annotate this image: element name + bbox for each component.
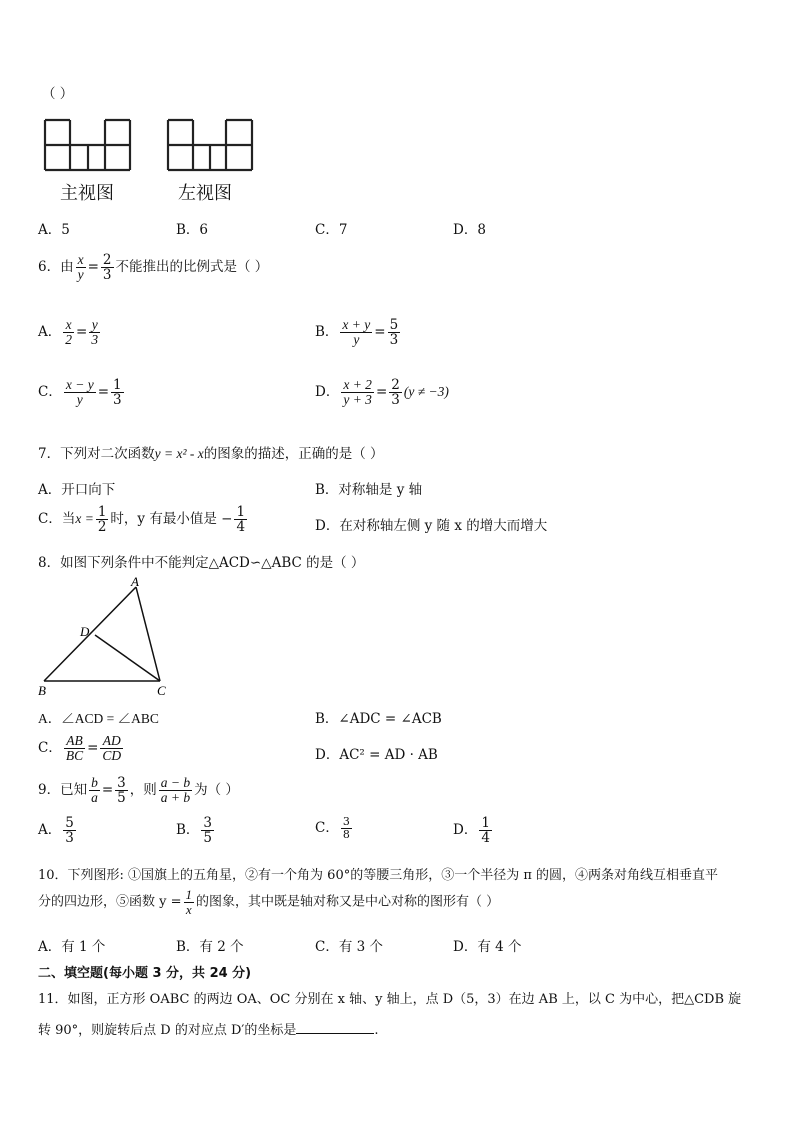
point-label-a: A bbox=[131, 575, 139, 589]
q11-line2: 转 90°，则旋转后点 D 的对应点 D′的坐标是 . bbox=[38, 1019, 379, 1038]
q7-stem: 7．下列对二次函数y = x² - x的图象的描述，正确的是（ ） bbox=[38, 446, 384, 462]
question-answer-paren: （ ） bbox=[42, 86, 74, 102]
point-label-c: C bbox=[157, 683, 166, 698]
q9-stem: 9．已知 $\frac{b}{a}$ = $\frac{3}{5}$ ，则 $\frac{a - b}{a + b}$ 为（ ） bbox=[38, 775, 239, 807]
q8-option-a: A．∠ACD = ∠ABC bbox=[38, 711, 159, 726]
q11-line1: 11．如图，正方形 OABC 的两边 OA、OC 分别在 x 轴、y 轴上，点 D（5，3）在边 AB 上，以 C 为中心，把△CDB 旋 bbox=[38, 992, 742, 1007]
q5-option-c: C．7 bbox=[315, 222, 348, 238]
q6-option-b: B． $\frac{x + y}{y}$ = $\frac{5}{3}$ bbox=[315, 317, 399, 349]
point-label-b: B bbox=[38, 683, 46, 698]
answer-blank[interactable] bbox=[296, 1019, 374, 1034]
q7-option-c: C．当x = $\frac{1}{2}$ 时，y 有最小值是 − $\frac{1}{4}$ bbox=[38, 504, 246, 536]
q7-option-a: A．开口向下 bbox=[38, 482, 116, 498]
q10-option-c: C．有 3 个 bbox=[315, 939, 384, 955]
q7-option-b: B．对称轴是 y 轴 bbox=[315, 482, 423, 498]
q10-option-d: D．有 4 个 bbox=[453, 939, 522, 955]
front-view-grid bbox=[45, 120, 130, 170]
q7-function: y = x² - x bbox=[154, 446, 204, 461]
q6-option-c: C． $\frac{x - y}{y}$ = $\frac{1}{3}$ bbox=[38, 377, 122, 409]
q8-stem: 8．如图下列条件中不能判定△ACD∽△ABC 的是（ ） bbox=[38, 555, 365, 571]
q10-line2: 分的四边形，⑤函数 y = $\frac{1}{x}$ 的图象，其中既是轴对称又是中心对称的图形有（ ） bbox=[38, 887, 500, 917]
q9-option-b: B． $\frac{3}{5}$ bbox=[176, 815, 213, 847]
q9-option-c: C． $\frac{3}{8}$ bbox=[315, 815, 350, 841]
q6-suffix: 不能推出的比例式是（ ） bbox=[115, 259, 269, 276]
q5-option-a: A．5 bbox=[38, 222, 70, 238]
q6-option-a: A． $\frac{x}{2}$ = $\frac{y}{3}$ bbox=[38, 317, 99, 348]
left-view-grid bbox=[168, 120, 252, 170]
q5-option-b: B．6 bbox=[176, 222, 209, 238]
q10-line1: 10．下列图形: ①国旗上的五角星，②有一个角为 60°的等腰三角形，③一个半径为 π 的圆，④两条对角线互相垂直平 bbox=[38, 868, 719, 883]
front-view-label: 主视图 bbox=[60, 183, 114, 204]
q10-option-b: B．有 2 个 bbox=[176, 939, 244, 955]
q9-option-d: D． $\frac{1}{4}$ bbox=[453, 815, 490, 847]
q8-option-c: C． $\frac{AB}{BC}$ = $\frac{AD}{CD}$ bbox=[38, 733, 122, 764]
triangle-drawing bbox=[36, 575, 186, 700]
q10-option-a: A．有 1 个 bbox=[38, 939, 106, 955]
point-label-d: D bbox=[80, 624, 90, 639]
q8-option-d: D．AC² = AD · AB bbox=[315, 747, 438, 763]
q6-given-ratio: $\frac{2}{3}$ bbox=[102, 252, 112, 284]
left-view-label: 左视图 bbox=[178, 183, 232, 204]
q6-option-d: D． $\frac{x + 2}{y + 3}$ = $\frac{2}{3}$ (y ≠ −3) bbox=[315, 377, 449, 409]
segment-ab bbox=[44, 587, 136, 681]
three-views-figure bbox=[40, 115, 270, 210]
q6-stem: 6．由 $\frac{x}{y}$ = $\frac{2}{3}$ 不能推出的比例式是（ ） bbox=[38, 252, 269, 284]
q8-option-b: B．∠ADC = ∠ACB bbox=[315, 711, 442, 727]
q7-option-d: D．在对称轴左侧 y 随 x 的增大而增大 bbox=[315, 518, 548, 534]
q6-given-fraction: $\frac{x}{y}$ bbox=[77, 252, 84, 283]
triangle-figure bbox=[36, 575, 186, 700]
q6-prefix: 6．由 bbox=[38, 259, 74, 276]
q5-option-d: D．8 bbox=[453, 222, 486, 238]
q9-option-a: A． $\frac{5}{3}$ bbox=[38, 815, 74, 847]
section-heading: 二、填空题(每小题 3 分，共 24 分) bbox=[38, 966, 252, 981]
